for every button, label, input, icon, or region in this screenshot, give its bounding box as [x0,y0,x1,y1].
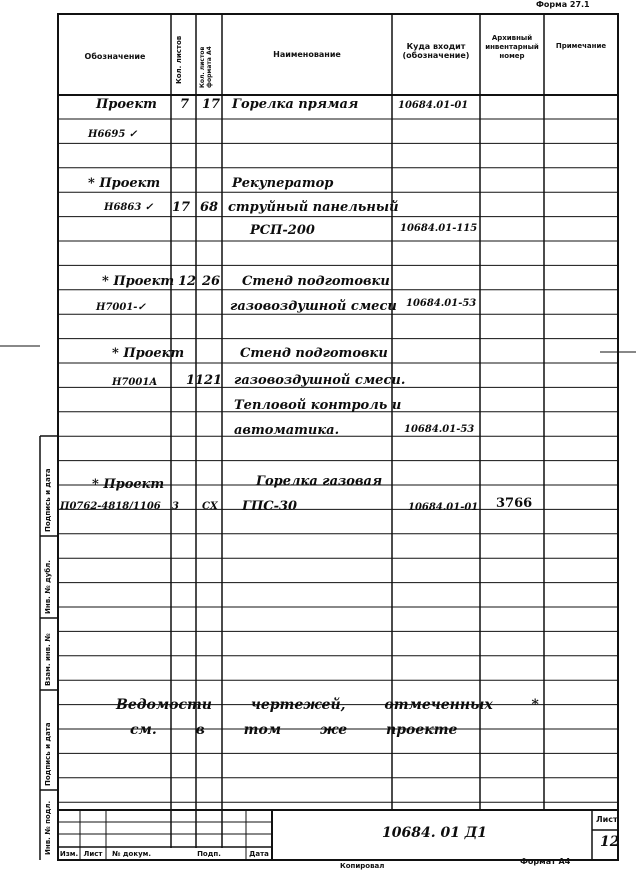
entry-5-code: П0762-4818/1106 [60,501,161,512]
entry-5-a4: СХ [202,501,218,512]
entry-3-name-line: газовоздушной смеси [230,299,397,314]
entry-4-name-line: Стенд подготовки [240,346,388,361]
entry-5-name-line: ГПС-30 [242,499,298,514]
entry-2-sheets: 17 [172,200,191,215]
footnote-line-1: Ведомости чертежей, отмеченных * [116,697,539,713]
entry-3-where: 10684.01-53 [406,298,477,309]
entry-1-name-line: Горелка прямая [232,97,359,112]
side-label-replaces-inv: Взам. инв. № [44,633,52,686]
form-number-label: Форма 27.1 [536,0,590,9]
entry-3-a4: 26 [202,274,221,289]
title-col-doc-number: № докум. [112,850,152,858]
entry-4-designation: * Проект [112,346,185,361]
title-col-sheet: Лист [83,850,103,858]
entry-4-sheets: 11 [186,373,205,388]
entry-2-a4: 68 [200,200,219,215]
entry-4-where: 10684.01-53 [404,424,475,435]
entry-4-code: Н7001А [112,377,158,388]
entry-1-a4: 17 [202,97,221,112]
entry-2-name-line: Рекуператор [232,176,334,191]
title-col-date: Дата [249,850,269,858]
title-col-change: Изм. [59,850,79,858]
entry-2-name-line: струйный панельный [228,200,399,215]
entry-4-name-line: автоматика. [234,423,340,438]
header-designation: Обозначение [84,52,146,61]
document-code: 10684. 01 Д1 [382,825,487,841]
entry-2-where: 10684.01-115 [400,223,478,234]
entry-1-designation: Проект [96,97,157,112]
entry-2-designation: * Проект [88,176,161,191]
copied-label: Копировал [340,862,385,870]
entry-3-code: Н7001-✓ [96,302,146,313]
entry-4-a4: 21 [204,373,223,388]
side-label-inv-orig: Инв. № подл. [44,800,52,855]
header-name: Наименование [273,50,341,59]
entry-4-name-line: газовоздушной смеси. [234,373,406,388]
entry-1-where: 10684.01-01 [398,100,469,111]
entry-3-name-line: Стенд подготовки [242,274,390,289]
entry-3-sheets: 12 [178,274,197,289]
entry-5-where: 10684.01-01 [408,502,479,513]
entry-2-name-line: РСП-200 [250,223,315,238]
side-label-sign-date: Подпись и дата [44,468,52,532]
header-sheet-count: Кол. листов [175,35,183,84]
footnote-line-2: см. в том же проекте [130,722,458,738]
header-where-included: Куда входит (обозначение) [402,42,470,60]
header-archive-number: Архивный инвентарный номер [485,34,539,60]
entry-2-code: Н6863 ✓ [104,202,154,213]
entry-5-archive: 3766 [496,496,533,511]
entry-3-designation: * Проект [102,274,175,289]
title-col-signature: Подп. [197,850,221,858]
side-label-inv-dup: Инв. № дубл. [44,560,52,614]
side-label-sign-date: Подпись и дата [44,722,52,786]
sheet-label: Лист [596,815,618,824]
header-a4-count: Кол. листов формата А4 [199,46,213,88]
entry-5-designation: * Проект [92,477,165,492]
format-label: Формат А4 [520,857,571,866]
entry-5-name-line: Горелка газовая [256,474,383,489]
entry-5-sheets: 3 [172,501,179,512]
header-note: Примечание [555,42,607,50]
entry-1-code: Н6695 ✓ [88,129,138,140]
entry-4-name-line: Тепловой контроль и [234,398,402,413]
sheet-number: 12 [600,834,620,850]
entry-1-sheets: 7 [180,97,190,112]
